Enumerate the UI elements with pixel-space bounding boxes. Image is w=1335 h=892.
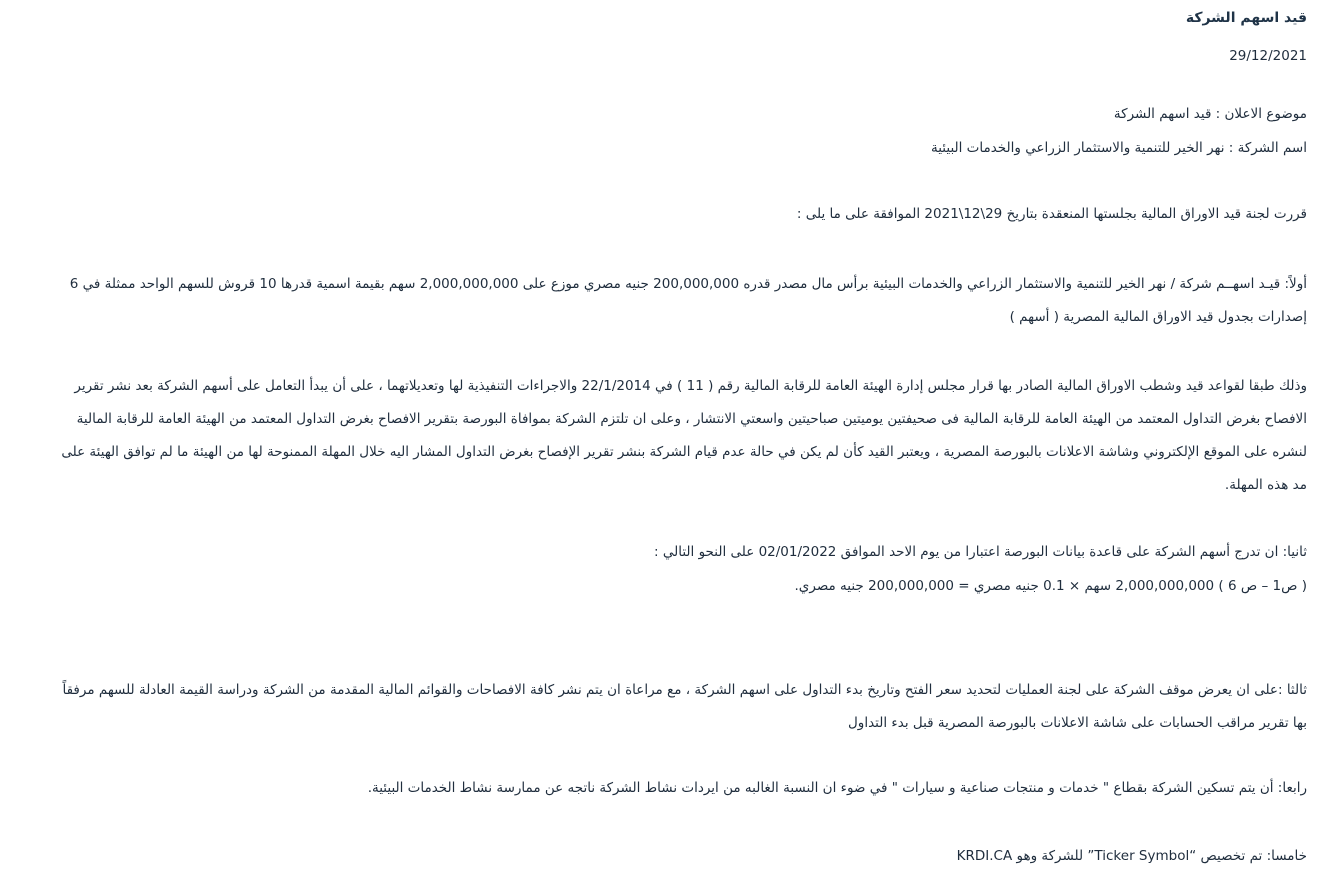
share-capital-calculation: ( ص1 – ص 6 ) 2,000,000,000 سهم × 0.1 جنيه مصري = 200,000,000 جنيه مصري. (794, 578, 1307, 594)
clause-first-listing: أولاً: قيـد اسهــم شركة / نهر الخير للتنمية والاستثمار الزراعي والخدمات البيئية برأس مال مصدر قدره 200,000,000 جنيه مصري موزع على 2,000,000,000 سهم بقيمة اسمية قدرها 10 قروش للسهم الواحد ممثلة في 6 إصدارات بجدول قيد الاوراق المالية المصرية ( أسهم ) (69, 276, 1307, 325)
clause-listing-conditions: وذلك طبقا لقواعد قيد وشطب الاوراق المالية الصادر بها قرار مجلس إدارة الهيئة العامة للرقابة المالية رقم ( 11 ) في 22/1/2014 والاجراءات التنفيذية لها وتعديلاتهما ، على أن يبدأ التعامل على أسهم الشركة بعد نشر تقرير الافصاح بغرض التداول المعتمد من الهيئة العامة للرقابة المالية فى صحيفتين يوميتين صباحيتين واسعتي الانتشار ، وعلى ان تلتزم الشركة بموافاة البورصة بتقرير الافصاح بغرض التداول المعتمد من الهيئة العامة للرقابة المالية لنشره على الموقع الإلكتروني وشاشة الاعلانات بالبورصة المصرية ، ويعتبر القيد كأن لم يكن في حالة عدم قيام الشركة بنشر تقرير الإفصاح بغرض التداول المشار اليه خلال المهلة الممنوحة لها من الهيئة ما لم توافق الهيئة على مد هذه المهلة. (61, 378, 1307, 493)
clause-fifth-ticker-symbol: خامسا: تم تخصيص “Ticker Symbol” للشركة وهو KRDI.CA (956, 848, 1307, 864)
page-title: قيد اسهم الشركة (1185, 10, 1307, 26)
company-name-line: اسم الشركة : نهر الخير للتنمية والاستثمار الزراعي والخدمات البيئية (930, 140, 1307, 156)
clause-third-opening-price: ثالثا :على ان يعرض موقف الشركة على لجنة العمليات لتحديد سعر الفتح وتاريخ بدء التداول على اسهم الشركة ، مع مراعاة ان يتم نشر كافة الافصاحات والقوائم المالية المقدمة من الشركة ودراسة القيمة العادلة للسهم مرفقاً بها تقرير مراقب الحسابات على شاشة الاعلانات بالبورصة المصرية قبل بدء التداول (62, 682, 1307, 731)
announcement-date: 29/12/2021 (1229, 48, 1307, 64)
subject-line: موضوع الاعلان : قيد اسهم الشركة (1113, 106, 1307, 122)
committee-decision-intro: قررت لجنة قيد الاوراق المالية بجلستها المنعقدة بتاريخ 29\12\2021 الموافقة على ما يلى : (796, 206, 1307, 222)
clause-second-trading-date: ثانيا: ان تدرج أسهم الشركة على قاعدة بيانات البورصة اعتبارا من يوم الاحد الموافق 02/01/2022 على النحو التالي : (654, 544, 1307, 560)
clause-fourth-sector: رابعا: أن يتم تسكين الشركة بقطاع " خدمات و منتجات صناعية و سيارات " في ضوء ان النسبة الغالبه من ايردات نشاط الشركة ناتجه عن ممارسة نشاط الخدمات البيئية. (367, 780, 1307, 796)
